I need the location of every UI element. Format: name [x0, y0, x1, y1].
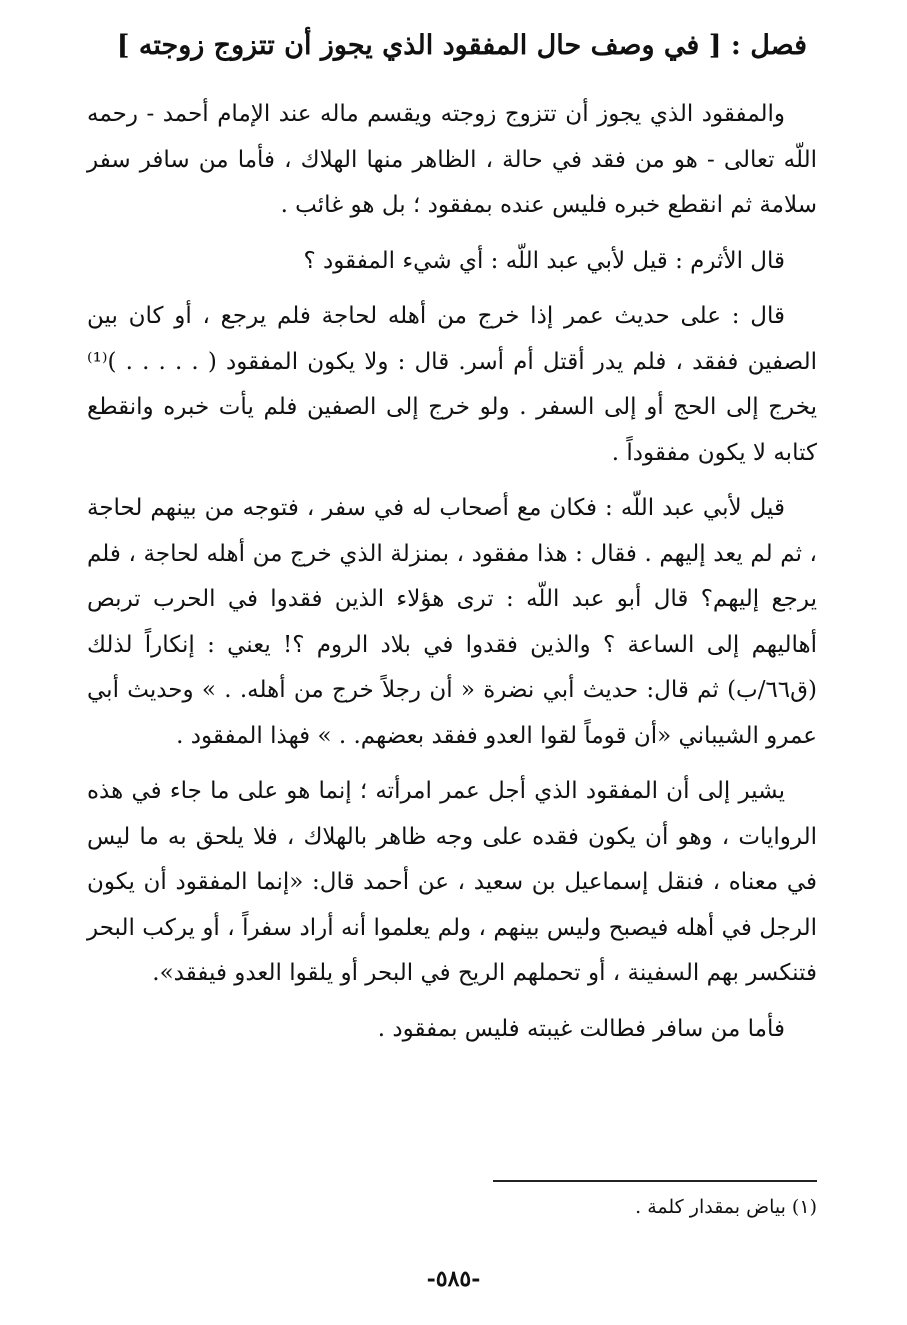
paragraph-1: والمفقود الذي يجوز أن تتزوج زوجته ويقسم ماله عند الإمام أحمد - رحمه اللّه تعالى - هو من فقد في حالة ، الظاهر منها الهلاك ، فأما من سافر سفر سلامة ثم انقطع خبره فليس عنده بمفقود ؛ بل هو غائب . — [87, 101, 817, 218]
paragraph-6: فأما من سافر فطالت غيبته فليس بمفقود . — [377, 1015, 785, 1042]
section-heading: فصل : [ في وصف حال المفقود الذي يجوز أن تتزوج زوجته ] — [116, 30, 807, 61]
paragraph-3: قال : على حديث عمر إذا خرج من أهله لحاجة فلم يرجع ، أو كان بين الصفين ففقد ، فلم يدر أقتل أم أسر. قال : ولا يكون المفقود ( . . . . . )⁽¹⁾ يخرج إلى الحج أو إلى السفر . ولو خرج إلى الصفين فلم يأت خبره وانقطع كتابه لا يكون مفقوداً . — [87, 303, 817, 466]
page-number: -٥٨٥- — [426, 1266, 481, 1292]
paragraph-4: قيل لأبي عبد اللّه : فكان مع أصحاب له في سفر ، فتوجه من بينهم لحاجة ، ثم لم يعد إليهم . فقال : هذا مفقود ، بمنزلة الذي خرج من أهله لحاجة ، فلم يرجع إليهم؟ قال أبو عبد اللّه : ترى هؤلاء الذين فقدوا في الحرب تربص أهاليهم إلى الساعة ؟ والذين فقدوا في بلاد الروم ؟! يعني : إنكاراً لذلك (ق٦٦/ب) ثم قال: حديث أبي نضرة « أن رجلاً خرج من أهله. . » وحديث أبي عمرو الشيباني «أن قوماً لقوا العدو ففقد بعضهم. . » فهذا المفقود . — [87, 495, 817, 749]
footnote-separator — [493, 1180, 817, 1182]
paragraph-2: قال الأثرم : قيل لأبي عبد اللّه : أي شيء المفقود ؟ — [303, 247, 785, 274]
footnote: (١) بياض بمقدار كلمة . — [635, 1196, 817, 1218]
body-text — [87, 92, 817, 1062]
paragraph-5: يشير إلى أن المفقود الذي أجل عمر امرأته ؛ إنما هو على ما جاء في هذه الروايات ، وهو أن يكون فقده على وجه ظاهر بالهلاك ، فلا يلحق به ما ليس في معناه ، فنقل إسماعيل بن سعيد ، عن أحمد قال: «إنما المفقود أن يكون الرجل في أهله فيصبح وليس بينهم ، ولم يعلموا أنه أراد سفراً ، أو يركب البحر فتنكسر بهم السفينة ، أو تحملهم الريح في البحر أو يلقوا العدو فيفقد». — [87, 778, 817, 986]
